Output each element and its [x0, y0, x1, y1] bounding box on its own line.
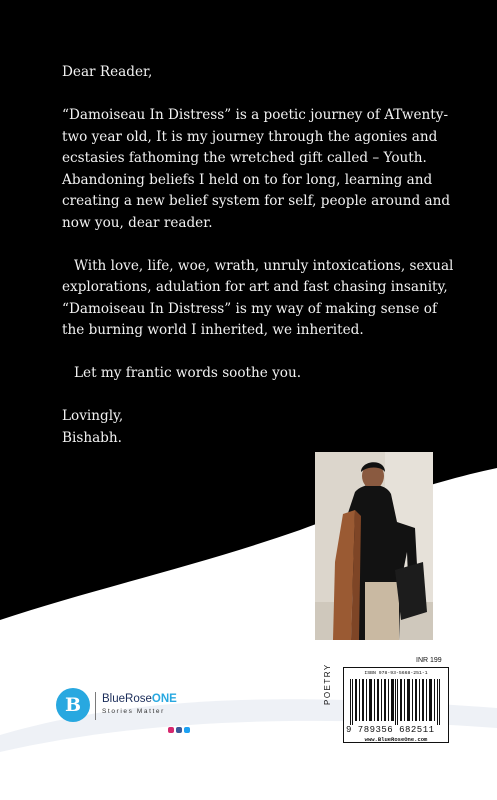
publisher-name-part1: BlueRose	[102, 693, 152, 705]
paragraph-intro: “Damoiseau In Distress” is a poetic journey of ATwenty-two year old, It is my journey through the agonies and ecstasies fathoming the wretched gift called – Youth. Abandoning beliefs I held on to for long, learning and creating a new belief system for self, people around and now you, dear reader.	[62, 107, 451, 231]
isbn-barcode	[343, 667, 449, 743]
genre-label: POETRY	[323, 663, 332, 705]
letter-text	[62, 62, 462, 449]
closing: Lovingly,	[62, 408, 124, 424]
barcode-digits: 9 789356 682511	[346, 725, 435, 735]
publisher-tagline: Stories Matter	[102, 708, 165, 715]
publisher-logo	[56, 688, 196, 728]
publisher-name-part2: ONE	[151, 693, 177, 705]
price-label: INR 199	[416, 657, 442, 664]
author-signature: Bishabh.	[62, 429, 122, 446]
facebook-icon	[176, 727, 182, 733]
logo-divider	[95, 692, 96, 720]
twitter-icon	[184, 727, 190, 733]
paragraph-themes: With love, life, woe, wrath, unruly intoxications, sexual explorations, adulation for art and fast chasing insanity, “Damoiseau In Distress” is my way of making sense of the burning world I inherited, we inherited.	[62, 257, 454, 338]
barcode-bars	[350, 679, 442, 725]
logo-letter: B	[64, 694, 82, 716]
salutation: Dear Reader,	[62, 64, 153, 80]
social-icons	[168, 718, 196, 726]
isbn-text: ISBN 978-93-5668-251-1	[364, 671, 428, 676]
paragraph-closing-line: Let my frantic words soothe you.	[74, 365, 302, 381]
publisher-url: www.BlueRoseOne.com	[364, 736, 428, 743]
author-photo	[315, 452, 433, 640]
publisher-name	[102, 693, 177, 705]
bluerose-logo-icon	[56, 688, 90, 722]
instagram-icon	[168, 727, 174, 733]
